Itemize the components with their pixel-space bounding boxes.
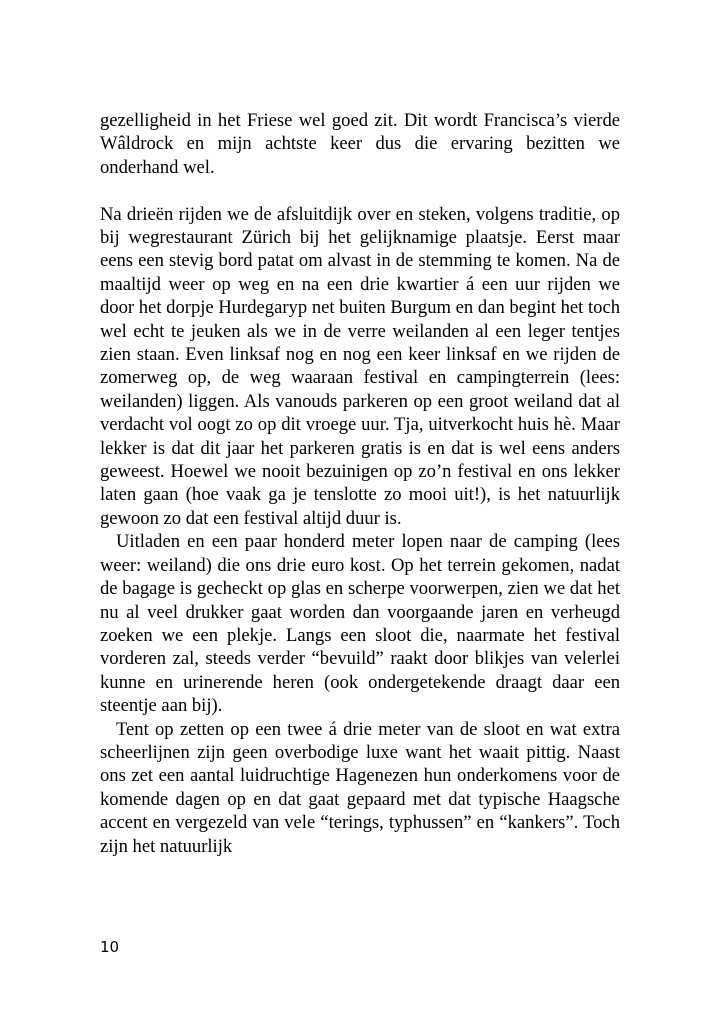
body-text — [100, 109, 620, 858]
paragraph-4: Tent op zetten op een twee á drie meter van de sloot en wat extra scheerlijnen zijn geen overbodige luxe want het waait pittig. Naast ons zet een aantal luidruchtige Hagenezen hun onderkomens voor de komende dagen op en dat gaat gepaard met dat typische Haagsche accent en vergezeld van vele “terings, typhussen” en “kankers”. Toch zijn het natuurlijk — [100, 718, 620, 857]
page-number: 10 — [100, 938, 120, 956]
paragraph-1: gezelligheid in het Friese wel goed zit. Dit wordt Francisca’s vierde Wâldrock en mijn achtste keer dus die ervaring bezitten we onderhand wel. — [100, 110, 620, 178]
paragraph-3: Uitladen en een paar honderd meter lopen naar de camping (lees weer: weiland) die ons drie euro kost. Op het terrein gekomen, nadat de bagage is gecheckt op glas en scherpe voorwerpen, zien we dat het nu al veel drukker gaat worden dan voorgaande jaren en verheugd zoeken we een plekje. Langs een sloot die, naarmate het festival vorderen zal, steeds verder “bevuild” raakt door blikjes van velerlei kunne en urinerende heren (ook ondergetekende draagt daar een steentje aan bij). — [100, 531, 620, 717]
paragraph-2: Na drieën rijden we de afsluitdijk over en steken, volgens traditie, op bij wegrestaurant Zürich bij het gelijknamige plaatsje. Eerst maar eens een stevig bord patat om alvast in de stemming te komen. Na de maaltijd weer op weg en na een drie kwartier á een uur rijden we door het dorpje Hurdegaryp net buiten Burgum en dan begint het toch wel echt te jeuken als we in de verre weilanden al een leger tentjes zien staan. Even linksaf nog en nog een keer linksaf en we rijden de zomerweg op, de weg waaraan festival en campingterrein (lees: weilanden) liggen. Als vanouds parkeren op een groot weiland dat al verdacht vol oogt zo op dit vroege uur. Tja, uitverkocht huis hè. Maar lekker is dat dit jaar het parkeren gratis is en dat is wel eens anders geweest. Hoewel we nooit bezuinigen op zo’n festival en ons lekker laten gaan (hoe vaak ga je tenslotte zo mooi uit!), is het natuurlijk gewoon zo dat een festival altijd duur is. — [100, 203, 620, 529]
